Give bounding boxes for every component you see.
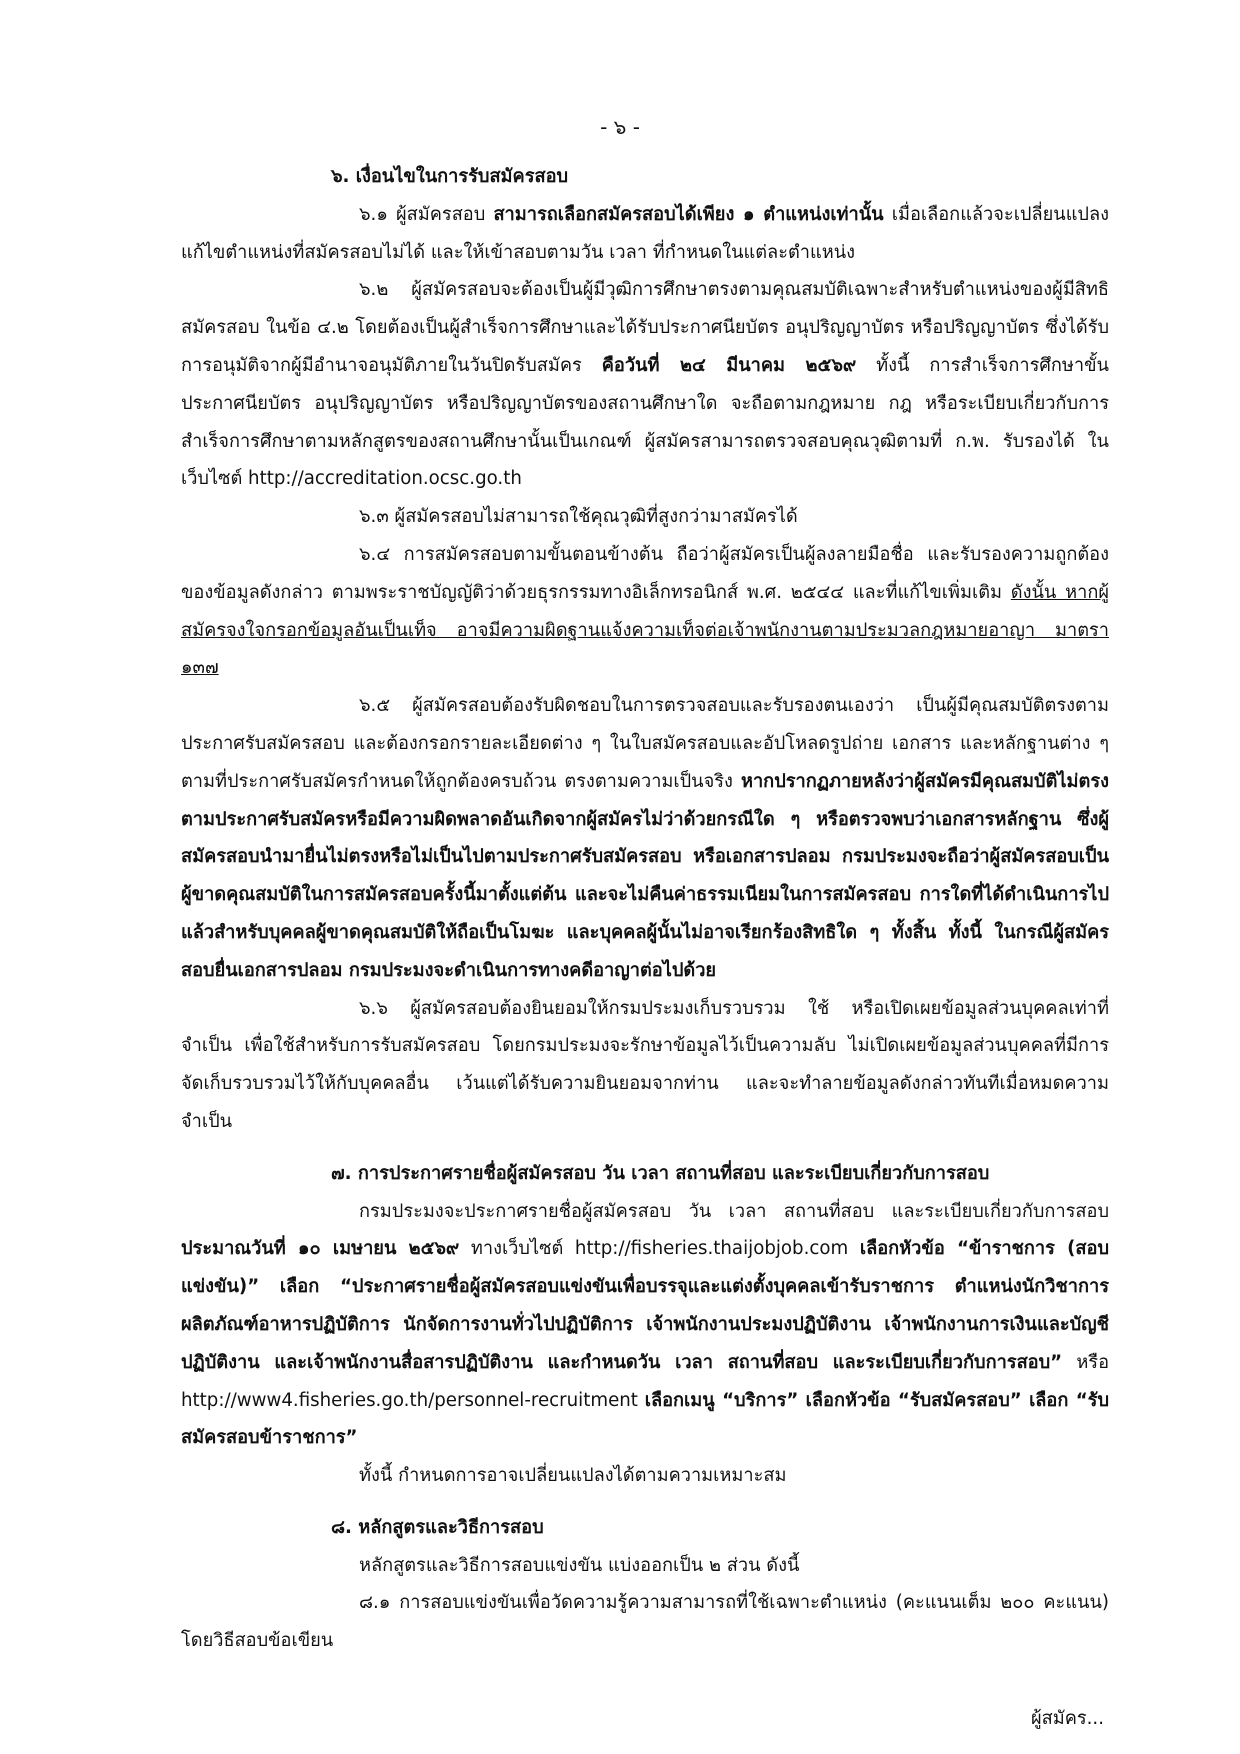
paragraph-7-2: ทั้งนี้ กำหนดการอาจเปลี่ยนแปลงได้ตามความเหมาะสม (359, 1465, 787, 1487)
section-8-heading: ๘. หลักสูตรและวิธีการสอบ (331, 1516, 544, 1538)
paragraph-6-2: ๖.๒ ผู้สมัครสอบจะต้องเป็นผู้มีวุฒิการศึกษาตรงตามคุณสมบัติเฉพาะสำหรับตำแหน่งของผู้มีสิทธิสมัครสอบ ในข้อ ๔.๒ โดยต้องเป็นผู้สำเร็จการศึกษาและได้รับประกาศนียบัตร อนุปริญญาบัตร หรือปริญญาบัตร ซึ่งได้รับการอนุมัติจากผู้มีอำนาจอนุมัติภายในวันปิดรับสมัคร คือวันที่ ๒๔ มีนาคม ๒๕๖๙ ทั้งนี้ การสำเร็จการศึกษาขั้นประกาศนียบัตร อนุปริญญาบัตร หรือปริญญาบัตรของสถานศึกษาใด จะถือตามกฎหมาย กฎ หรือระเบียบเกี่ยวกับการสำเร็จการศึกษาตามหลักสูตรของสถานศึกษานั้นเป็นเกณฑ์ ผู้สมัครสามารถตรวจสอบคุณวุฒิตามที่ ก.พ. รับรองได้ ในเว็บไซต์ http://accreditation.ocsc.go.th (181, 279, 1109, 490)
section-7-heading: ๗. การประกาศรายชื่อผู้สมัครสอบ วัน เวลา สถานที่สอบ และระเบียบเกี่ยวกับการสอบ (331, 1162, 990, 1184)
continuation-note: ผู้สมัคร... (1030, 1708, 1104, 1729)
paragraph-6-3: ๖.๓ ผู้สมัครสอบไม่สามารถใช้คุณวุฒิที่สูงกว่ามาสมัครได้ (359, 506, 798, 528)
section-6-heading: ๖. เงื่อนไขในการรับสมัครสอบ (331, 166, 569, 187)
paragraph-7-1: กรมประมงจะประกาศรายชื่อผู้สมัครสอบ วัน เวลา สถานที่สอบ และระเบียบเกี่ยวกับการสอบ ประมาณวันที่ ๑๐ เมษายน ๒๕๖๙ ทางเว็บไซต์ http://fisheries.thaijobjob.com เลือกหัวข้อ “ข้าราชการ (สอบแข่งขัน)” เลือก “ประกาศรายชื่อผู้สมัครสอบแข่งขันเพื่อบรรจุและแต่งตั้งบุคคลเข้ารับราชการ ตำแหน่งนักวิชาการผลิตภัณฑ์อาหารปฏิบัติการ นักจัดการงานทั่วไปปฏิบัติการ เจ้าพนักงานประมงปฏิบัติงาน เจ้าพนักงานการเงินและบัญชีปฏิบัติงาน และเจ้าพนักงานสื่อสารปฏิบัติงาน และกำหนดวัน เวลา สถานที่สอบ และระเบียบเกี่ยวกับการสอบ” หรือ http://www4.fisheries.go.th/personnel-recruitment เลือกเมนู “บริการ” เลือกหัวข้อ “รับสมัครสอบ” เลือก “รับสมัครสอบข้าราชการ” (181, 1200, 1109, 1449)
paragraph-8-1: ๘.๑ การสอบแข่งขันเพื่อวัดความรู้ความสามารถที่ใช้เฉพาะตำแหน่ง (คะแนนเต็ม ๒๐๐ คะแนน) โดยวิธีสอบข้อเขียน (181, 1592, 1109, 1652)
paragraph-6-6: ๖.๖ ผู้สมัครสอบต้องยินยอมให้กรมประมงเก็บรวบรวม ใช้ หรือเปิดเผยข้อมูลส่วนบุคคลเท่าที่จำเป็น เพื่อใช้สำหรับการรับสมัครสอบ โดยกรมประมงจะรักษาข้อมูลไว้เป็นความลับ ไม่เปิดเผยข้อมูลส่วนบุคคลที่มีการจัดเก็บรวบรวมไว้ให้กับบุคคลอื่น เว้นแต่ได้รับความยินยอมจากท่าน และจะทำลายข้อมูลดังกล่าวทันทีเมื่อหมดความจำเป็น (181, 997, 1109, 1132)
paragraph-6-1: ๖.๑ ผู้สมัครสอบ สามารถเลือกสมัครสอบได้เพียง ๑ ตำแหน่งเท่านั้น เมื่อเลือกแล้วจะเปลี่ยนแปลงแก้ไขตำแหน่งที่สมัครสอบไม่ได้ และให้เข้าสอบตามวัน เวลา ที่กำหนดในแต่ละตำแหน่ง (181, 203, 1109, 263)
document-body (181, 158, 1109, 1660)
paragraph-6-4: ๖.๔ การสมัครสอบตามขั้นตอนข้างต้น ถือว่าผู้สมัครเป็นผู้ลงลายมือชื่อ และรับรองความถูกต้องของข้อมูลดังกล่าว ตามพระราชบัญญัติว่าด้วยธุรกรรมทางอิเล็กทรอนิกส์ พ.ศ. ๒๕๔๔ และที่แก้ไขเพิ่มเติม ดังนั้น หากผู้สมัครจงใจกรอกข้อมูลอันเป็นเท็จ อาจมีความผิดฐานแจ้งความเท็จต่อเจ้าพนักงานตามประมวลกฎหมายอาญา มาตรา ๑๓๗ (181, 543, 1109, 679)
paragraph-6-5: ๖.๕ ผู้สมัครสอบต้องรับผิดชอบในการตรวจสอบและรับรองตนเองว่า เป็นผู้มีคุณสมบัติตรงตามประกาศรับสมัครสอบ และต้องกรอกรายละเอียดต่าง ๆ ในใบสมัครสอบและอัปโหลดรูปถ่าย เอกสาร และหลักฐานต่าง ๆ ตามที่ประกาศรับสมัครกำหนดให้ถูกต้องครบถ้วน ตรงตามความเป็นจริง หากปรากฏภายหลังว่าผู้สมัครมีคุณสมบัติไม่ตรงตามประกาศรับสมัครหรือมีความผิดพลาดอันเกิดจากผู้สมัครไม่ว่าด้วยกรณีใด ๆ หรือตรวจพบว่าเอกสารหลักฐาน ซึ่งผู้สมัครสอบนำมายื่นไม่ตรงหรือไม่เป็นไปตามประกาศรับสมัครสอบ หรือเอกสารปลอม กรมประมงจะถือว่าผู้สมัครสอบเป็นผู้ขาดคุณสมบัติในการสมัครสอบครั้งนี้มาตั้งแต่ต้น และจะไม่คืนค่าธรรมเนียมในการสมัครสอบ การใดที่ได้ดำเนินการไปแล้วสำหรับบุคคลผู้ขาดคุณสมบัติให้ถือเป็นโมฆะ และบุคคลผู้นั้นไม่อาจเรียกร้องสิทธิใด ๆ ทั้งสิ้น ทั้งนี้ ในกรณีผู้สมัครสอบยื่นเอกสารปลอม กรมประมงจะดำเนินการทางคดีอาญาต่อไปด้วย (181, 695, 1109, 981)
paragraph-8-intro: หลักสูตรและวิธีการสอบแข่งขัน แบ่งออกเป็น ๒ ส่วน ดังนี้ (359, 1554, 800, 1576)
page-number: - ๖ - (600, 115, 640, 139)
